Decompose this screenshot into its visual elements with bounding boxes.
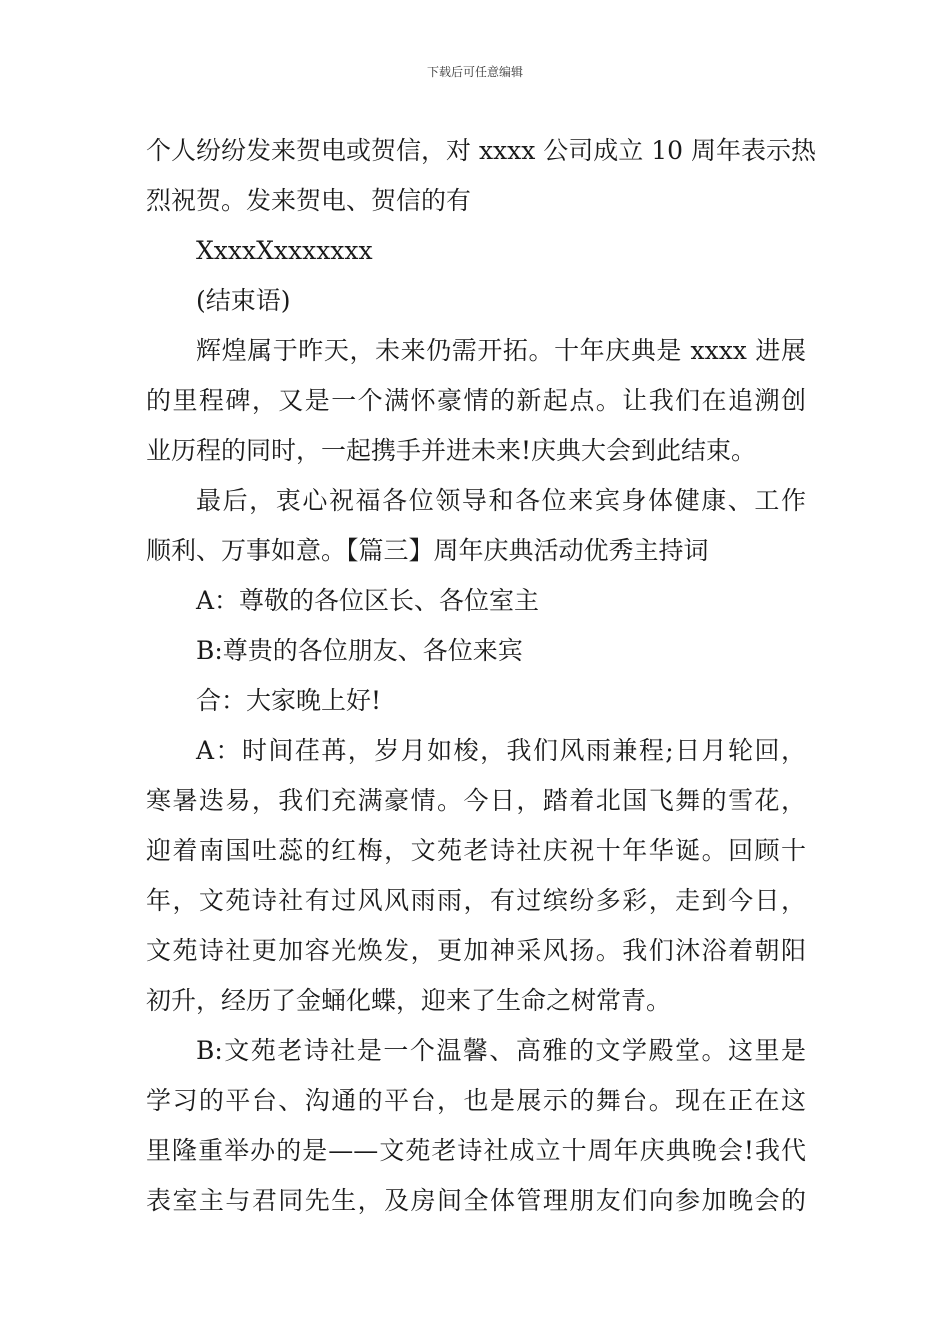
text-line: 学习的平台、沟通的平台，也是展示的舞台。现在正在这 (146, 1086, 806, 1115)
paragraph-senders (146, 226, 806, 276)
text-line: 初升，经历了金蛹化蝶，迎来了生命之树常青。 (146, 986, 672, 1015)
paragraph-host-a-greeting (146, 576, 806, 626)
text-line: 年，文苑诗社有过风风雨雨，有过缤纷多彩，走到今日， (146, 886, 806, 915)
paragraph-closing-heading (146, 276, 806, 326)
text-line: (结束语) (196, 286, 291, 315)
paragraph-together-greeting (146, 676, 806, 726)
text-line: 寒暑迭易，我们充满豪情。今日，踏着北国飞舞的雪花， (146, 786, 806, 815)
text-line: 个人纷纷发来贺电或贺信，对 xxxx 公司成立 10 周年表示热 (146, 136, 816, 165)
paragraph-host-b-greeting (146, 626, 806, 676)
text-line: XxxxXxxxxxxx (196, 236, 373, 265)
paragraph-host-a-speech (146, 726, 806, 1026)
text-line: 最后，衷心祝福各位领导和各位来宾身体健康、工作 (196, 486, 806, 515)
text-line: 顺利、万事如意。【篇三】周年庆典活动优秀主持词 (146, 536, 709, 565)
text-line: 迎着南国吐蕊的红梅，文苑老诗社庆祝十年华诞。回顾十 (146, 836, 806, 865)
text-line: A：尊敬的各位区长、各位室主 (196, 586, 540, 615)
text-line: A：时间荏苒，岁月如梭，我们风雨兼程;日月轮回， (196, 736, 806, 765)
text-line: 的里程碑，又是一个满怀豪情的新起点。让我们在追溯创 (146, 386, 806, 415)
text-line: B:文苑老诗社是一个温馨、高雅的文学殿堂。这里是 (196, 1036, 806, 1065)
text-line: 辉煌属于昨天，未来仍需开拓。十年庆典是 xxxx 进展 (196, 336, 806, 365)
text-line: 合：大家晚上好! (196, 686, 382, 715)
text-line: 里隆重举办的是——文苑老诗社成立十周年庆典晚会!我代 (146, 1136, 806, 1165)
paragraph-closing (146, 326, 806, 476)
paragraph-congrats (146, 126, 816, 226)
page-header: 下载后可任意编辑 (426, 65, 523, 79)
text-line: 文苑诗社更加容光焕发，更加神采风扬。我们沐浴着朝阳 (146, 936, 806, 965)
text-line: 烈祝贺。发来贺电、贺信的有 (146, 186, 472, 215)
text-line: 业历程的同时，一起携手并进未来!庆典大会到此结束。 (146, 436, 757, 465)
paragraph-host-b-speech (146, 1026, 806, 1226)
text-line: B:尊贵的各位朋友、各位来宾 (196, 636, 523, 665)
document-body (146, 126, 816, 1226)
text-line: 表室主与君同先生，及房间全体管理朋友们向参加晚会的 (146, 1186, 806, 1215)
paragraph-blessing (146, 476, 806, 576)
